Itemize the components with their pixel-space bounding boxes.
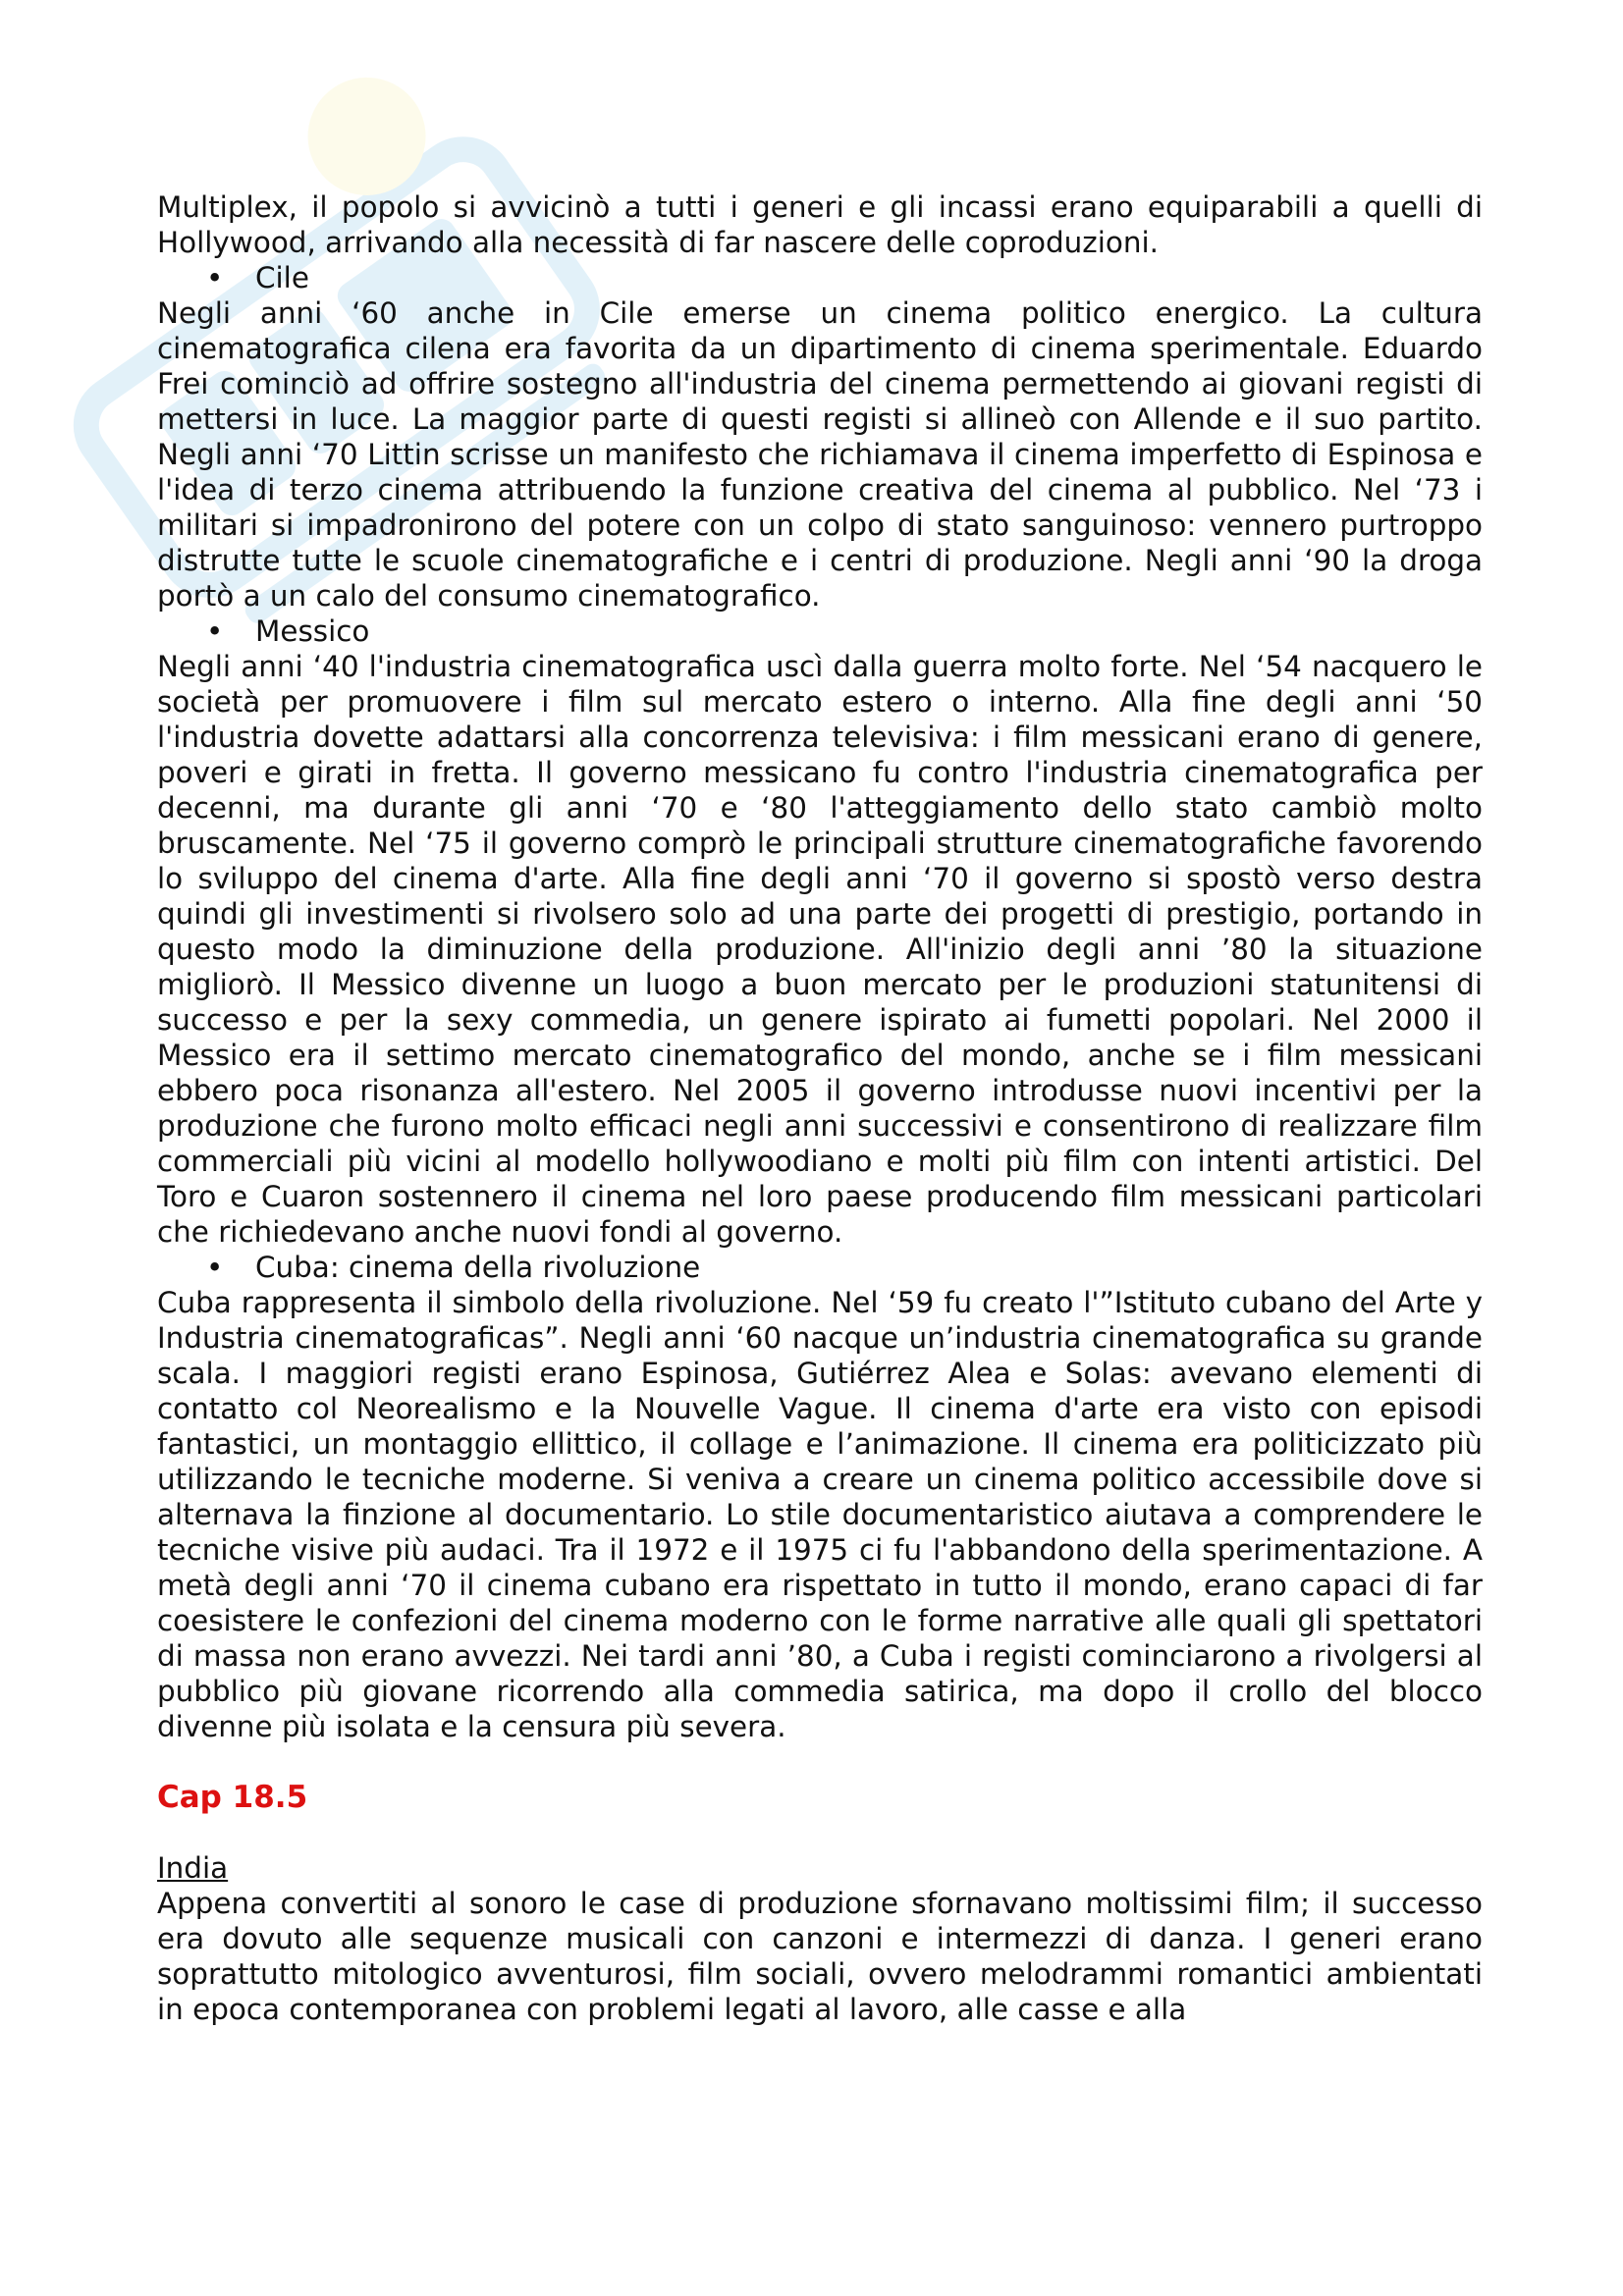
bullet-dot-icon: • <box>206 1251 224 1284</box>
para-messico: Negli anni ‘40 l'industria cinematografica uscì dalla guerra molto forte. Nel ‘54 nacquero le società per promuovere i film sul mercato estero o interno. Alla fine degli anni ‘50 l'industria dovette adattarsi alla concorrenza televisiva: i film messicani erano di genere, poveri e girati in fretta. Il governo messicano fu contro l'industria cinematografica per decenni, ma durante gli anni ‘70 e ‘80 l'atteggiamento dello stato cambiò molto bruscamente. Nel ‘75 il governo comprò le principali strutture cinematografiche favorendo lo sviluppo del cinema d'arte. Alla fine degli anni ‘70 il governo si spostò verso destra quindi gli investimenti si rivolsero solo ad una parte dei progetti di prestigio, portando in questo modo la diminuzione della produzione. All'inizio degli anni ’80 la situazione migliorò. Il Messico divenne un luogo a buon mercato per le produzioni statunitensi di successo e per la sexy commedia, un genere ispirato ai fumetti popolari. Nel 2000 il Messico era il settimo mercato cinematografico del mondo, anche se i film messicani ebbero poca risonanza all'estero. Nel 2005 il governo introdusse nuovi incentivi per la produzione che furono molto efficaci negli anni successivi e consentirono di realizzare film commerciali più vicini al modello hollywoodiano e molti più film con intenti artistici. Del Toro e Cuaron sostennero il cinema nel loro paese producendo film messicani particolari che richiedevano anche nuovi fondi al governo. <box>157 650 1483 1249</box>
bullet-label: Cile <box>255 261 309 294</box>
section-title-india: India <box>157 1851 229 1885</box>
bullet-dot-icon: • <box>206 261 224 294</box>
bullet-item-cile <box>157 260 1483 295</box>
document-page <box>157 189 1483 2027</box>
bullet-dot-icon: • <box>206 614 224 648</box>
para-cile: Negli anni ‘60 anche in Cile emerse un cinema politico energico. La cultura cinematografica cilena era favorita da un dipartimento di cinema sperimentale. Eduardo Frei cominciò ad offrire sostegno all'industria del cinema permettendo ai giovani registi di mettersi in luce. La maggior parte di questi registi si allineò con Allende e il suo partito. Negli anni ‘70 Littin scrisse un manifesto che richiamava il cinema imperfetto di Espinosa e l'idea di terzo cinema attribuendo la funzione creativa del cinema al pubblico. Nel ‘73 i militari si impadronirono del potere con un colpo di stato sanguinoso: vennero purtroppo distrutte tutte le scuole cinematografiche e i centri di produzione. Negli anni ‘90 la droga portò a un calo del consumo cinematografico. <box>157 296 1483 613</box>
bullet-item-messico <box>157 614 1483 649</box>
chapter-heading: Cap 18.5 <box>157 1780 308 1815</box>
para-india: Appena convertiti al sonoro le case di produzione sfornavano moltissimi film; il successo era dovuto alle sequenze musicali con canzoni e intermezzi di danza. I generi erano soprattutto mitologico avventurosi, film sociali, ovvero melodrammi romantici ambientati in epoca contemporanea con problemi legati al lavoro, alle casse e alla <box>157 1887 1483 2026</box>
bullet-label: Cuba: cinema della rivoluzione <box>255 1251 701 1284</box>
para-cuba: Cuba rappresenta il simbolo della rivoluzione. Nel ‘59 fu creato l'”Istituto cubano del Arte y Industria cinematograficas”. Negli anni ‘60 nacque un’industria cinematografica su grande scala. I maggiori registi erano Espinosa, Gutiérrez Alea e Solas: avevano elementi di contatto col Neorealismo e la Nouvelle Vague. Il cinema d'arte era visto con episodi fantastici, un montaggio ellittico, il collage e l’animazione. Il cinema era politicizzato più utilizzando le tecniche moderne. Si veniva a creare un cinema politico accessibile dove si alternava la finzione al documentario. Lo stile documentaristico aiutava a comprendere le tecniche visive più audaci. Tra il 1972 e il 1975 ci fu l'abbandono della sperimentazione. A metà degli anni ‘70 il cinema cubano era rispettato in tutto il mondo, erano capaci di far coesistere le confezioni del cinema moderno con le forme narrative alle quali gli spettatori di massa non erano avvezzi. Nei tardi anni ’80, a Cuba i registi cominciarono a rivolgersi al pubblico più giovane ricorrendo alla commedia satirica, ma dopo il crollo del blocco divenne più isolata e la censura più severa. <box>157 1286 1483 1743</box>
bullet-item-cuba <box>157 1250 1483 1285</box>
bullet-label: Messico <box>255 614 370 648</box>
para-multiplex-intro: Multiplex, il popolo si avvicinò a tutti i generi e gli incassi erano equiparabili a quelli di Hollywood, arrivando alla necessità di far nascere delle coproduzioni. <box>157 190 1483 259</box>
